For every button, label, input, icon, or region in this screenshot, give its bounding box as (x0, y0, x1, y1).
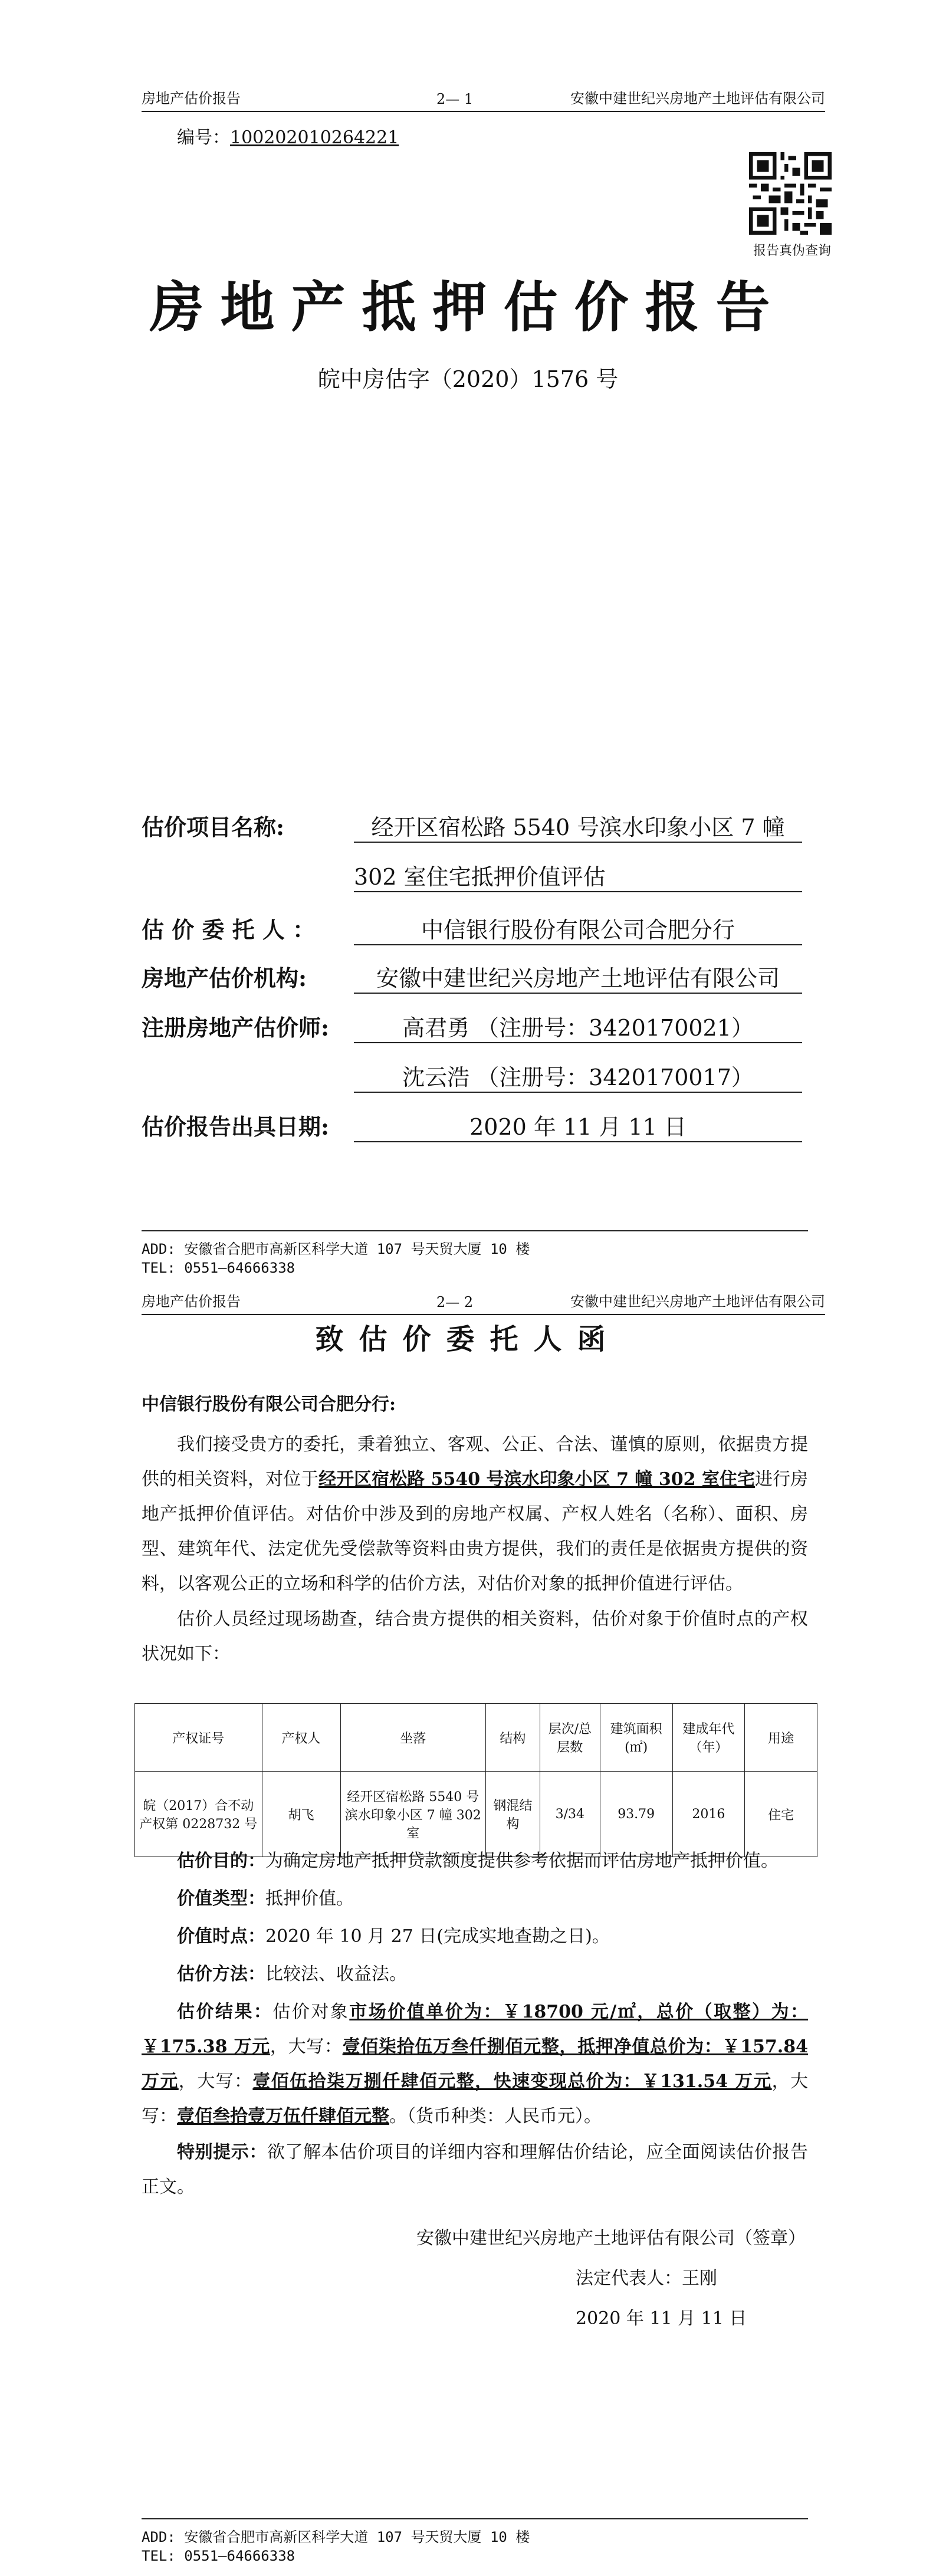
purpose-value: 为确定房地产抵押贷款额度提供参考依据而评估房地产抵押价值。 (265, 1851, 779, 1871)
table-cell: 胡飞 (262, 1772, 340, 1857)
footer-tel: TEL: 0551—64666338 (142, 2548, 295, 2564)
table-header-cell: 建筑面积(㎡) (600, 1704, 672, 1772)
table-header-cell: 建成年代（年） (672, 1704, 745, 1772)
page-header (142, 87, 825, 112)
field-value-line2: 302 室住宅抵押价值评估 (354, 859, 802, 892)
result-text: 。（货币种类：人民币元）。 (389, 2106, 602, 2127)
header-company: 安徽中建世纪兴房地产土地评估有限公司 (570, 1293, 825, 1310)
qr-code-icon[interactable] (749, 152, 832, 235)
field-value-line2: 沈云浩 （注册号：3420170017） (354, 1059, 802, 1093)
result-quick-sale-value: 壹佰伍拾柒万捌仟肆佰元整，快速变现总价为：￥131.54 万元 (252, 2071, 772, 2092)
value-type-label: 价值类型： (177, 1888, 265, 1909)
signature-date: 2020 年 11 月 11 日 (576, 2308, 747, 2329)
table-cell: 经开区宿松路 5540 号滨水印象小区 7 幢 302 室 (340, 1772, 485, 1857)
time-value: 2020 年 10 月 27 日(完成实地查勘之日)。 (265, 1926, 610, 1947)
result-text: ，大写： (270, 2036, 343, 2057)
report-title: 房地产抵押估价报告 (149, 275, 787, 339)
serial-value: 100202010264221 (230, 127, 399, 148)
document-number: 皖中房估字（2020）1576 号 (317, 366, 619, 392)
table-header-cell: 结构 (485, 1704, 540, 1772)
field-label: 估 价 委 托 人 ： (142, 916, 316, 943)
serial-number (177, 123, 399, 149)
letter-addressee: 中信银行股份有限公司合肥分行: (142, 1394, 396, 1415)
result-label: 估价结果： (177, 2002, 273, 2022)
table-cell: 3/34 (540, 1772, 600, 1857)
result-market-value: 市场价值单价为：￥18700 元/㎡，总价（取整）为：￥175.38 万元 (142, 2002, 809, 2057)
valuation-time (142, 1919, 808, 1954)
signature-representative: 法定代表人：王刚 (576, 2268, 717, 2289)
table-cell: 93.79 (600, 1772, 672, 1857)
field-label: 注册房地产估价师: (142, 1014, 330, 1041)
time-label: 价值时点： (177, 1926, 265, 1947)
footer-divider (142, 1230, 808, 1231)
field-value: 中信银行股份有限公司合肥分行 (354, 912, 802, 945)
table-cell: 钢混结构 (485, 1772, 540, 1857)
table-cell: 皖（2017）合不动产权第 0228732 号 (135, 1772, 262, 1857)
table-header-cell: 坐落 (340, 1704, 485, 1772)
para1-property-address: 经开区宿松路 5540 号滨水印象小区 7 幢 302 室住宅 (318, 1469, 755, 1490)
field-label: 房地产估价机构: (142, 965, 307, 991)
result-quick-sale-words: 壹佰叁拾壹万伍仟肆佰元整 (177, 2106, 389, 2127)
field-value: 2020 年 11 月 11 日 (354, 1109, 802, 1142)
qr-caption: 报告真伪查询 (753, 244, 831, 258)
field-value: 安徽中建世纪兴房地产土地评估有限公司 (354, 960, 802, 994)
special-note (142, 2135, 808, 2204)
para1-text: 我们接受贵方的委托，秉着独立、客观、公正、合法、谨慎的原则，依据贵方提供的相关资料，对位于 (142, 1434, 808, 1490)
field-label: 估价项目名称: (142, 814, 285, 840)
letter-paragraph-2: 估价人员经过现场勘查，结合贵方提供的相关资料，估价对象于价值时点的产权状况如下： (142, 1609, 808, 1664)
result-text: ，大写： (142, 2071, 809, 2127)
note-label: 特别提示： (177, 2142, 267, 2163)
header-left: 房地产估价报告 (142, 1293, 241, 1310)
field-label: 估价报告出具日期: (142, 1113, 330, 1140)
footer-divider (142, 2518, 808, 2519)
table-cell: 住宅 (745, 1772, 817, 1857)
header-company: 安徽中建世纪兴房地产土地评估有限公司 (570, 90, 825, 107)
header-page-number: 2— 1 (436, 91, 474, 107)
purpose-label: 估价目的： (177, 1851, 265, 1871)
result-net-value: 壹佰柒拾伍万叁仟捌佰元整，抵押净值总价为：￥157.84 万元 (142, 2036, 808, 2092)
table-header-cell: 产权证号 (135, 1704, 262, 1772)
valuation-method (142, 1957, 808, 1992)
para1-text-rest: 进行房地产抵押价值评估。对估价中涉及到的房地产权属、产权人姓名（名称）、面积、房型、建筑年代、法定优先受偿款等资料由贵方提供，我们的责任是依据贵方提供的资料，以客观公正的立场和科学的估价方法，对估价对象的抵押价值进行评估。 (142, 1469, 808, 1594)
table-header-cell: 用途 (745, 1704, 817, 1772)
method-value: 比较法、收益法。 (265, 1964, 407, 1984)
result-text: ，大写： (178, 2071, 253, 2092)
valuation-result (142, 1995, 808, 2134)
value-type (142, 1881, 808, 1916)
footer-tel: TEL: 0551—64666338 (142, 1260, 295, 1276)
table-header-row (135, 1704, 817, 1772)
header-page-number: 2— 2 (436, 1294, 474, 1310)
header-left: 房地产估价报告 (142, 90, 241, 107)
field-value: 经开区宿松路 5540 号滨水印象小区 7 幢 (354, 809, 802, 843)
letter-title: 致估价委托人函 (315, 1323, 621, 1356)
value-type-value: 抵押价值。 (265, 1888, 354, 1909)
footer-address: ADD: 安徽省合肥市高新区科学大道 107 号天贸大厦 10 楼 (142, 2529, 530, 2545)
method-label: 估价方法： (177, 1964, 265, 1984)
serial-label: 编号： (177, 127, 230, 148)
note-value: 欲了解本估价项目的详细内容和理解估价结论，应全面阅读估价报告正文。 (142, 2142, 809, 2197)
valuation-purpose (142, 1844, 808, 1878)
signature-company: 安徽中建世纪兴房地产土地评估有限公司（签章） (416, 2228, 806, 2249)
property-rights-table (134, 1703, 817, 1857)
result-text: 估价对象 (272, 2002, 350, 2022)
letter-paragraph-1 (142, 1427, 808, 1601)
table-header-cell: 层次/总层数 (540, 1704, 600, 1772)
table-header-cell: 产权人 (262, 1704, 340, 1772)
field-value: 高君勇 （注册号：3420170021） (354, 1010, 802, 1043)
footer-address: ADD: 安徽省合肥市高新区科学大道 107 号天贸大厦 10 楼 (142, 1241, 530, 1257)
table-cell: 2016 (672, 1772, 745, 1857)
page-header (142, 1288, 825, 1315)
